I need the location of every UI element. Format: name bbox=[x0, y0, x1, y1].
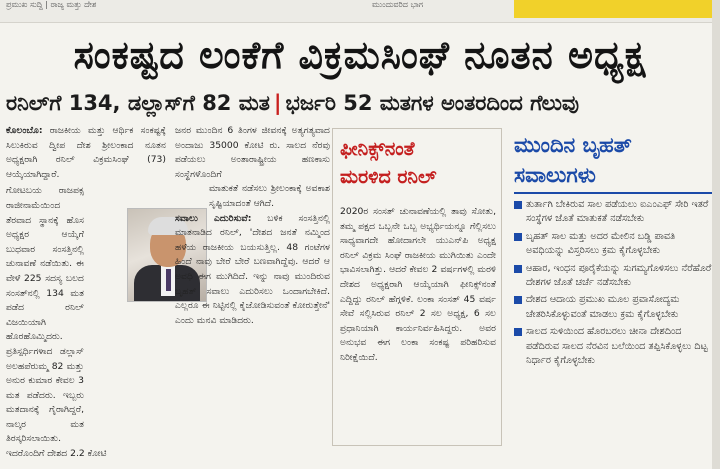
article-paragraph: ಗೋಟಬಯ ರಾಜಪಕ್ಸ ರಾಜೀನಾಮೆಯಿಂದ ತೆರವಾದ ಸ್ಥಾನಕ್ಕೆ ಹೊಸ ಅಧ್ಯಕ್ಷರ ಆಯ್ಕೆಗೆ ಬುಧವಾರ ಸಂಸತ್ತಿನಲ್ಲಿ ಚುನಾವಣೆ ನಡೆಯಿತು. ಈ ವೇಳೆ 225 ಸದಸ್ಯ ಬಲದ ಸಂಸತ್‌ನಲ್ಲಿ 134 ಮತ ಪಡೆದ ರನಿಲ್ ವಿಜಯಿಯಾಗಿ ಹೊರಹೊಮ್ಮಿದರು. ಪ್ರತಿಸ್ಪರ್ಧಿಗಳಾದ ಡಲ್ಲಾಸ್ ಅಲಹಪೆರುಮ್ಮ 82 ಮತ್ತು ಅನುರ ಕುಮಾರ ಕೇವಲ 3 ಮತ ಪಡೆದರು. ಇಬ್ಬರು ಮತದಾನಕ್ಕೆ ಗೈರಾಗಿದ್ದರೆ, ನಾಲ್ಕರ ಮತ ತಿರಸ್ಕರಿಸಲಾಯಿತು. bbox=[6, 185, 84, 445]
list-item bbox=[514, 325, 716, 368]
challenges-list bbox=[514, 198, 716, 371]
article-paragraph: ಇದರೊಂದಿಗೆ ದೇಶದ 2.2 ಕೋಟಿ bbox=[6, 448, 107, 460]
phoenix-title-line1: ಫೀನಿಕ್ಸ್‌ನಂತೆ bbox=[340, 138, 415, 160]
article-paragraph: ಜನರ ಮುಂದಿನ 6 ತಿಂಗಳ ಜೀವನಕ್ಕೆ ಅತ್ಯಗತ್ಯವಾದ ಅಂದಾಜು 35000 ಕೋಟಿ ರು. ಸಾಲದ ನೆರವು ಪಡೆಯಲು ಅಂತಾರಾಷ್ಟ್ರೀಯ ಹಣಕಾಸು ಸಂಸ್ಥೆಗಳೊಂದಿಗೆ bbox=[175, 125, 330, 180]
article-text: ರಾಜಕೀಯ ಮತ್ತು ಆರ್ಥಿಕ ಸಂಕಷ್ಟಕ್ಕೆ ಸಿಲುಕಿರುವ ದ್ವೀಪ ದೇಶ ಶ್ರೀಲಂಕಾದ ನೂತನ ಅಧ್ಯಕ್ಷರಾಗಿ ರನಿಲ್ ವಿಕ್ರಮಸಿಂಘೆ (73) ಆಯ್ಕೆಯಾಗಿದ್ದಾರೆ. bbox=[6, 125, 166, 180]
article-column-2 bbox=[175, 124, 330, 328]
top-strip bbox=[0, 0, 720, 23]
sub-label: ಸವಾಲು ಎದುರಿಸುವೆ: bbox=[175, 212, 252, 224]
list-item bbox=[514, 230, 716, 259]
list-item-text: ದೇಶದ ಆದಾಯ ಪ್ರಮುಖ ಮೂಲ ಪ್ರವಾಸೋದ್ಯಮ ಚೇತರಿಸಿಕೊಳ್ಳುವಂತೆ ಮಾಡಲು ಕ್ರಮ ಕೈಗೊಳ್ಳಬೇಕು bbox=[526, 294, 680, 320]
headline: ಸಂಕಷ್ಟದ ಲಂಕೆಗೆ ವಿಕ್ರಮಸಿಂಘೆ ನೂತನ ಅಧ್ಯಕ್ಷ bbox=[73, 33, 647, 77]
top-strip-left-text: ಪ್ರಮುಖ ಸುದ್ದಿ | ರಾಜ್ಯ ಮತ್ತು ದೇಶ bbox=[6, 0, 97, 9]
phoenix-box-body: 2020ರ ಸಂಸತ್ ಚುನಾವಣೆಯಲ್ಲಿ ತಾವು ಸೋತು, ತಮ್ಮ ಪಕ್ಷದ ಒಬ್ಬನೇ ಒಬ್ಬ ಅಭ್ಯರ್ಥಿಯನ್ನೂ ಗೆಲ್ಲಿಸಲು ಸಾಧ್ಯವಾಗದೇ ಹೋದಾಗಲೇ ಯುಎನ್‌ಪಿ ಅಧ್ಯಕ್ಷ ರನಿಲ್ ವಿಕ್ರಮ ಸಿಂಘೆ ರಾಜಕೀಯ ಮುಗಿಯಿತು ಎಂದೇ ಭಾವಿಸಲಾಗಿತ್ತು. ಆದರೆ ಕೇವಲ 2 ವರ್ಷಗಳಲ್ಲಿ ಮರಳಿ ದೇಶದ ಅಧ್ಯಕ್ಷರಾಗಿ ಆಯ್ಕೆಯಾಗಿ ಫೀನಿಕ್ಸ್‌ನಂತೆ ಎದ್ದಿದ್ದು ರನಿಲ್ ಹೆಗ್ಗಳಿಕೆ. ಲಂಕಾ ಸಂಸತ್ 45 ವರ್ಷ ಸೇವೆ ಸಲ್ಲಿಸಿರುವ ರನಿಲ್ 2 ಸಲ ಅಧ್ಯಕ್ಷ, 6 ಸಲ ಪ್ರಧಾನಿಯಾಗಿ ಕಾರ್ಯನಿರ್ವಹಿಸಿದ್ದರು. ಅವರ ಅನುಭವ ಈಗ ಲಂಕಾ ಸಂಕಷ್ಟ ಪರಿಹರಿಸುವ ನಿರೀಕ್ಷೆಯಿದೆ. bbox=[340, 206, 496, 363]
subhead-vote-count: ರನಿಲ್‌ಗೆ 134, ಡಲ್ಲಾಸ್‌ಗೆ 82 ಮತ bbox=[6, 91, 270, 115]
subhead-margin: ಭರ್ಜರಿ 52 ಮತಗಳ ಅಂತರದಿಂದ ಗೆಲುವು bbox=[285, 91, 580, 115]
square-bullet-icon bbox=[514, 296, 522, 304]
square-bullet-icon bbox=[514, 233, 522, 241]
top-yellow-banner bbox=[514, 0, 720, 18]
article-paragraph bbox=[175, 212, 330, 329]
phoenix-box-title bbox=[340, 135, 485, 191]
article-text: ಬಳಿಕ ಸಂಸತ್ತಿನಲ್ಲಿ ಮಾತನಾಡಿದ ರನಿಲ್, 'ದೇಶದ ಜನತೆ ನಮ್ಮಿಂದ ಹಳೆಯ ರಾಜಕೀಯ ಬಯಸುತ್ತಿಲ್ಲ. 48 ಗಂಟೆಗಳ ಹಿಂದೆ ನಾವು ಬೇರೆ ಬೇರೆ ಬಣವಾಗಿದ್ದೆವು. ಆದರೆ ಆ ಅವಧಿ ಈಗ ಮುಗಿದಿದೆ. ಇನ್ನು ನಾವು ಮುಂದಿರುವ ಬೃಹತ್ ಸವಾಲು ಎದುರಿಸಲು ಒಂದಾಗಬೇಕಿದೆ. ಎಲ್ಲರೂ ಈ ನಿಟ್ಟಿನಲ್ಲಿ ಕೈಜೋಡಿಸುವಂತೆ ಕೋರುತ್ತೇನೆ' ಎಂದು ಮನವಿ ಮಾಡಿದರು. bbox=[175, 212, 330, 326]
square-bullet-icon bbox=[514, 328, 522, 336]
subhead bbox=[6, 88, 720, 118]
sidebar-title bbox=[514, 130, 714, 190]
article-paragraph bbox=[6, 124, 166, 182]
list-item bbox=[514, 198, 716, 227]
list-item bbox=[514, 262, 716, 291]
list-item bbox=[514, 293, 716, 322]
page-edge bbox=[712, 0, 720, 469]
square-bullet-icon bbox=[514, 265, 522, 273]
list-item-text: ಆಹಾರ, ಇಂಧನ ಪೂರೈಕೆಯನ್ನು ಸುಗಮ್ಯಗೊಳಿಸಲು ನೆರೆಹೊರೆ ದೇಶಗಳ ಜೊತೆ ಚರ್ಚೆ ನಡೆಸಬೇಕು bbox=[526, 262, 712, 289]
square-bullet-icon bbox=[514, 201, 522, 209]
sidebar-title-line1: ಮುಂದಿನ ಬೃಹತ್ bbox=[514, 133, 632, 157]
phoenix-title-line2: ಮರಳಿದ ರನಿಲ್ bbox=[340, 166, 437, 188]
photo-tie-shape bbox=[166, 269, 171, 291]
top-strip-mid-text: ಮುಂದುವರಿದ ಭಾಗ bbox=[372, 0, 424, 9]
sidebar-title-line2: ಸವಾಲುಗಳು bbox=[514, 163, 596, 187]
subhead-separator: | bbox=[273, 91, 282, 115]
article-paragraph: ಮಾತುಕತೆ ನಡೆಸಲು ಶ್ರೀಲಂಕಾಕ್ಕೆ ಅವಕಾಶ ಸೃಷ್ಟಿಯಾದಂತೆ ಆಗಿದೆ. bbox=[209, 183, 330, 209]
list-item-text: ಬೃಹತ್ ಸಾಲ ಮತ್ತು ಅದರ ಮೇಲಿನ ಬಡ್ಡಿ ಪಾವತಿ ಅವಧಿಯನ್ನು ವಿಸ್ತರಿಸಲು ಕ್ರಮ ಕೈಗೊಳ್ಳಬೇಕು bbox=[526, 230, 676, 257]
dateline: ಕೊಲಂಬೊ: bbox=[6, 125, 43, 136]
sidebar-rule bbox=[514, 192, 714, 194]
list-item-text: ಸಾಲದ ಸುಳಿಯಿಂದ ಹೊರಬರಲು ಚೀನಾ ದೇಶದಿಂದ ಪಡೆದಿರುವ ಸಾಲದ ನೆರವಿನ ಬಲೆಯಿಂದ ತಪ್ಪಿಸಿಕೊಳ್ಳಲು ದಿಟ್ಟ ನಿರ್ಧಾರ ಕೈಗೊಳ್ಳಬೇಕು bbox=[526, 326, 708, 367]
list-item-text: ತುರ್ತಾಗಿ ಬೇಕಿರುವ ಸಾಲ ಪಡೆಯಲು ಐಎಂಎಫ್ ಸೇರಿ ಇತರೆ ಸಂಸ್ಥೆಗಳ ಜೊತೆ ಮಾತುಕತೆ ನಡೆಸಬೇಕು bbox=[526, 199, 709, 225]
